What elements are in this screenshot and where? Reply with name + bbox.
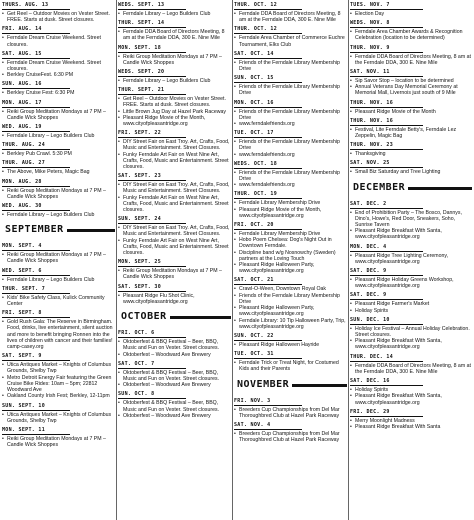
event-list — [2, 295, 115, 307]
event-list — [2, 169, 115, 175]
event-item: • Pleasant Ridge Breakfast With Santa — [350, 424, 472, 430]
event-entry — [2, 26, 115, 47]
event-entry — [2, 81, 115, 96]
event-item: • Oakland County Irish Fest; Berkley, 12-11pm — [2, 393, 115, 399]
month-label: DECEMBER — [350, 181, 408, 195]
event-list — [118, 370, 231, 389]
event-list — [234, 84, 347, 96]
event-item: • Pleasant Ridge Breakfast With Santa, www.cityofpleasantridge.org — [350, 338, 472, 350]
event-date: THUR. SEPT. 14 — [118, 20, 231, 28]
event-item: • Holiday Spirits — [350, 308, 472, 314]
event-entry — [118, 391, 231, 419]
event-list — [350, 301, 472, 313]
event-date: WED. SEPT. 6 — [2, 268, 115, 276]
event-list — [118, 268, 231, 280]
event-item: • Pleasant Ridge Tree Lighting Ceremony, www.cityofpleasantridge.org — [350, 253, 472, 265]
event-entry — [118, 173, 231, 213]
event-item: • Ferndale DDA Board of Directors Meeting, 8 am at the Ferndale DDA, 300 E. Nine Mile — [350, 363, 472, 375]
event-list — [234, 60, 347, 72]
event-list — [2, 212, 115, 218]
event-list — [2, 11, 115, 23]
event-date: THUR. OCT. 12 — [234, 2, 347, 10]
event-item: • Ferndale Library – Lego Builders Club — [118, 78, 231, 84]
event-list — [118, 400, 231, 419]
event-item: • Annual Veterans Day Memorial Ceremony at Memorial Mall, Livernois just south of 9 Mile — [350, 84, 472, 96]
event-item: • Breeders Cup Championships from Del Mar Thoroughbred Club at Hazel Park Raceway — [234, 407, 347, 419]
event-entry — [234, 75, 347, 96]
event-date: SUN. OCT. 8 — [118, 391, 231, 399]
event-entry — [2, 243, 115, 264]
event-entry — [118, 130, 231, 170]
event-list — [350, 363, 472, 375]
event-item: • Utica Antiques Market – Knights of Columbus Grounds, Shelby Twp — [2, 362, 115, 374]
event-item: • Ferndale Library – Lego Builders Club — [2, 277, 115, 283]
event-item: • Festival, Lite Ferndale Betty's, Ferndale Lez Zeppelin, Magic Bag — [350, 127, 472, 139]
event-item: • Pleasant Ridge Breakfast With Santa, www.cityofpleasantridge.org — [350, 228, 472, 240]
event-list — [118, 182, 231, 213]
event-item: • Friends of the Ferndale Library Membership Drive — [234, 60, 347, 72]
event-list — [2, 252, 115, 264]
event-item: • Pleasant Ridge Halloween Hayride — [234, 342, 347, 348]
event-entry — [350, 201, 472, 241]
event-item: • DIY Street Fair on East Troy. Art, Crafts, Food, Music and Entertainment. Street Closures. — [118, 139, 231, 151]
event-item: • Friends of the Ferndale Library Membership Drive — [234, 170, 347, 182]
event-item: • Merry Moonlight Madness — [350, 418, 472, 424]
calendar-column-4 — [350, 2, 472, 516]
event-entry — [2, 51, 115, 79]
event-list — [2, 133, 115, 139]
event-list — [118, 78, 231, 84]
event-entry — [350, 100, 472, 115]
event-date: THUR. NOV. 16 — [350, 100, 472, 108]
event-entry — [234, 191, 347, 219]
event-item: • Ferndale Trick or Treat Night, for Costumed Kids and their Parents — [234, 360, 347, 372]
event-item: • Ferndale Library – Lego Builders Club — [2, 133, 115, 139]
event-item: • Oktoberfest – Woodward Ave Brewery — [118, 413, 231, 419]
calendar-column-1 — [2, 2, 115, 516]
event-item: • Election Day — [350, 11, 472, 17]
event-entry — [2, 310, 115, 350]
event-entry — [234, 422, 347, 443]
month-heading — [118, 310, 231, 324]
event-item: • Pleasant Ridge Holiday Greens Workshop, www.cityofpleasantridge.org — [350, 277, 472, 289]
event-list — [350, 127, 472, 139]
event-entry — [2, 124, 115, 139]
event-list — [350, 29, 472, 41]
event-entry — [350, 292, 472, 313]
event-item: • Ferndale Dream Cruise Weekend. Street closures. — [2, 35, 115, 47]
event-date: SAT. SEPT. 9 — [2, 353, 115, 361]
event-entry — [234, 161, 347, 189]
event-date: THUR. SEPT. 21 — [118, 87, 231, 95]
event-date: FRI. NOV. 3 — [234, 398, 347, 406]
event-item: • Oktoberfest & BBQ Festival – Beer, BBQ, Music and Fun on Vester. Street closures. — [118, 400, 231, 412]
event-date: SAT. SEPT. 23 — [118, 173, 231, 181]
event-list — [350, 210, 472, 241]
event-entry — [118, 330, 231, 358]
event-date: SUN. SEPT. 10 — [2, 403, 115, 411]
event-list — [350, 151, 472, 157]
event-date: SAT. NOV. 11 — [350, 69, 472, 77]
column-divider — [348, 0, 349, 520]
event-entry — [234, 130, 347, 158]
event-item: • Reiki Group Meditation Mondays at 7 PM – Candle Wick Shoppes — [118, 54, 231, 66]
event-entry — [2, 286, 115, 307]
event-list — [118, 139, 231, 170]
event-entry — [234, 51, 347, 72]
event-item: • Berkley Pub Crawl. 5:30 PM — [2, 151, 115, 157]
event-entry — [350, 409, 472, 430]
event-date: FRI. AUG. 14 — [2, 26, 115, 34]
calendar-column-3 — [234, 2, 347, 516]
event-date: FRI. OCT. 20 — [234, 222, 347, 230]
event-date: WEDS. OCT. 18 — [234, 161, 347, 169]
event-date: SUN. SEPT. 24 — [118, 216, 231, 224]
event-list — [350, 54, 472, 66]
event-list — [234, 360, 347, 372]
event-list — [234, 231, 347, 274]
event-date: MON. SEPT. 25 — [118, 259, 231, 267]
event-list — [118, 225, 231, 256]
column-divider — [116, 0, 117, 520]
event-item: • Funky Ferndale Art Fair on West Nine Art, Crafts, Food, Music and Entertainment. Street closures. — [118, 238, 231, 257]
event-item: • www.ferndalefriends.org — [234, 121, 347, 127]
event-list — [2, 412, 115, 424]
event-entry — [350, 354, 472, 375]
event-date: WEDS. NOV. 8 — [350, 20, 472, 28]
event-list — [350, 11, 472, 17]
event-item: • Ferndale Library Membership Drive — [234, 231, 347, 237]
event-date: SUN. OCT. 22 — [234, 333, 347, 341]
event-entry — [118, 216, 231, 256]
event-item: • Breeders Cup Championships from Del Mar Thoroughbred Club at Hazel Park Raceway — [234, 431, 347, 443]
event-entry — [118, 69, 231, 84]
event-list — [350, 253, 472, 265]
event-list — [234, 286, 347, 329]
event-date: SAT. DEC. 9 — [350, 268, 472, 276]
event-item: • End of Prohibition Party – The Bosco, Dannys, Dino's, Howe's, Red Door, Sneakers, Soho, Sunrise Tavern — [350, 210, 472, 229]
event-item: • Pleasant Ridge Movie of the Month, www.cityofpleasantridge.org — [234, 207, 347, 219]
event-list — [2, 319, 115, 350]
event-entry — [350, 20, 472, 41]
event-list — [2, 35, 115, 47]
event-entry — [118, 45, 231, 66]
event-date: MON. SEPT. 11 — [2, 427, 115, 435]
event-item: • Small Biz Saturday and Tree Lighting — [350, 169, 472, 175]
event-item: • Pleasant Ridge Halloween Party, www.cityofpleasantridge.org — [234, 305, 347, 317]
event-item: • www.ferndalefriends.org — [234, 182, 347, 188]
event-item: • Reiki Group Meditation Mondays at 7 PM – Candle Wick Shoppes — [2, 109, 115, 121]
event-entry — [118, 259, 231, 280]
event-item: • DIY Street Fair on East Troy. Art, Crafts, Food, Music and Entertainment. Street Closures. — [118, 225, 231, 237]
event-date: TUES. NOV. 7 — [350, 2, 472, 10]
event-list — [234, 35, 347, 47]
event-list — [2, 436, 115, 448]
event-entry — [234, 100, 347, 128]
event-entry — [234, 333, 347, 348]
event-date: WEDS. SEPT. 20 — [118, 69, 231, 77]
event-entry — [350, 244, 472, 265]
event-date: THURS. AUG. 13 — [2, 2, 115, 10]
event-item: • Ferndale Library – Lego Builders Club — [2, 212, 115, 218]
event-item: • Ferndale Library: 10 Tip Halloween Party, Trip, www.cityofpleasantridge.org — [234, 318, 347, 330]
event-item: • Sip Savor Stop – location to be determined — [350, 78, 472, 84]
event-entry — [2, 203, 115, 218]
event-entry — [234, 277, 347, 329]
month-label: OCTOBER — [118, 310, 170, 324]
event-entry — [118, 87, 231, 127]
event-entry — [2, 179, 115, 200]
event-date: THUR. OCT. 12 — [234, 26, 347, 34]
event-entry — [350, 378, 472, 406]
event-date: MON. SEPT. 4 — [2, 243, 115, 251]
event-date: THUR. OCT. 19 — [234, 191, 347, 199]
event-date: FRI. OCT. 6 — [118, 330, 231, 338]
event-date: SUN. DEC. 10 — [350, 317, 472, 325]
event-item: • Discipline band w/g Nosnowchy (Sweden) partners at the Loving Touch — [234, 250, 347, 262]
event-entry — [2, 427, 115, 448]
event-date: WED. AUG. 30 — [2, 203, 115, 211]
event-date: MON. OCT. 16 — [234, 100, 347, 108]
month-heading — [2, 223, 115, 237]
event-item: • Get Reel – Outdoor Movies on Vester Street. FREE. Starts at dusk. Street closures. — [118, 96, 231, 108]
event-item: • Funky Ferndale Art Fair on West Nine Art, Crafts, Food, Music and Entertainment. Street closures. — [118, 195, 231, 214]
event-item: • Ferndale DDA Board of Directors Meeting, 8 am at the Ferndale DDA, 300 E. Nine Mile — [118, 29, 231, 41]
event-item: • Pleasant Ridge Halloween Party, www.cityofpleasantridge.org — [234, 262, 347, 274]
month-label: NOVEMBER — [234, 378, 292, 392]
event-item: • Kids' Bike Safety Class, Kulick Community Center — [2, 295, 115, 307]
event-date: FRI. SEPT. 8 — [2, 310, 115, 318]
event-item: • Friends of the Ferndale Library Membership Drive — [234, 84, 347, 96]
event-item: • Pleasant Ridge Farmer's Market — [350, 301, 472, 307]
event-date: THUR. NOV. 16 — [350, 118, 472, 126]
event-date: FRI. DEC. 29 — [350, 409, 472, 417]
event-item: • Reiki Group Meditation Mondays at 7 PM – Candle Wick Shoppes — [2, 436, 115, 448]
event-date: WED. AUG. 19 — [2, 124, 115, 132]
event-item: • Pleasant Ridge Flu Shot Clinic, www.cityofpleasantridge.org — [118, 293, 231, 305]
event-item: • Ferndale Dream Cruise Weekend. Street closures. — [2, 60, 115, 72]
event-item: • Thanksgiving — [350, 151, 472, 157]
event-date: THUR. SEPT. 7 — [2, 286, 115, 294]
event-entry — [2, 142, 115, 157]
event-item: • Oktoberfest – Woodward Ave Brewery — [118, 382, 231, 388]
event-date: SAT. OCT. 21 — [234, 277, 347, 285]
event-date: SUN. AUG. 16 — [2, 81, 115, 89]
event-list — [118, 293, 231, 305]
event-list — [234, 170, 347, 189]
event-entry — [234, 2, 347, 23]
event-item: • Pleasant Ridge Movie of the Month, www.cityofpleasantridge.org — [118, 115, 231, 127]
event-item: • Ferndale Area Chamber Awards & Recognition Celebration (location to be determined) — [350, 29, 472, 41]
event-item: • Pleasant Ridge Breakfast With Santa, www.cityofpleasantridge.org — [350, 393, 472, 405]
event-list — [350, 78, 472, 97]
event-entry — [350, 2, 472, 17]
event-list — [350, 418, 472, 430]
event-item: • Ferndale DDA Board of Directors Meeting, 8 am at the Ferndale DDA, 300 E. Nine Mile — [234, 11, 347, 23]
event-date: THUR. NOV. 23 — [350, 142, 472, 150]
event-entry — [2, 353, 115, 399]
event-item: • Oktoberfest & BBQ Festival – Beer, BBQ, Music and Fun on Vester. Street closures. — [118, 339, 231, 351]
event-list — [118, 29, 231, 41]
event-entry — [2, 160, 115, 175]
column-divider — [232, 0, 233, 520]
event-date: TUE. OCT. 31 — [234, 351, 347, 359]
event-entry — [350, 69, 472, 97]
event-entry — [350, 142, 472, 157]
event-list — [2, 362, 115, 399]
event-list — [2, 188, 115, 200]
event-date: THUR. DEC. 14 — [350, 354, 472, 362]
event-date: SAT. DEC. 9 — [350, 292, 472, 300]
event-list — [118, 339, 231, 358]
event-entry — [2, 268, 115, 283]
event-date: FRI. SEPT. 22 — [118, 130, 231, 138]
event-entry — [118, 284, 231, 305]
event-date: SAT. OCT. 7 — [118, 361, 231, 369]
event-entry — [118, 2, 231, 17]
event-list — [350, 387, 472, 406]
event-list — [2, 90, 115, 96]
event-date: SAT. DEC. 16 — [350, 378, 472, 386]
event-list — [350, 169, 472, 175]
event-item: • Oktoberfest & BBQ Festival – Beer, BBQ, Music and Fun on Vester. Street closures. — [118, 370, 231, 382]
event-item: • Friends of the Ferndale Library Membership Drive — [234, 139, 347, 151]
event-list — [234, 431, 347, 443]
event-date: WEDS. SEPT. 13 — [118, 2, 231, 10]
event-item: • Holiday Ice Festival – Annual Holiday Celebration. Street closures. — [350, 326, 472, 338]
event-item: • Berkley CruiseFest. 6:30 PM — [2, 72, 115, 78]
event-date: TUE. OCT. 17 — [234, 130, 347, 138]
event-entry — [234, 222, 347, 274]
event-item: • Ferndale Library – Lego Builders Club — [118, 11, 231, 17]
event-list — [2, 60, 115, 79]
event-entry — [350, 45, 472, 66]
event-entry — [2, 2, 115, 23]
event-item: • Ferndale Library Membership Drive — [234, 200, 347, 206]
event-list — [234, 200, 347, 219]
event-entry — [2, 100, 115, 121]
event-item: • Get Reel – Outdoor Movies on Vester Street. FREE. Starts at dusk. Street closures. — [2, 11, 115, 23]
event-date: THUR. AUG. 24 — [2, 142, 115, 150]
event-entry — [234, 26, 347, 47]
event-date: SAT. NOV. 4 — [234, 422, 347, 430]
event-date: SAT. DEC. 2 — [350, 201, 472, 209]
event-item: • Holiday Spirits — [350, 387, 472, 393]
event-date: THUR. AUG. 27 — [2, 160, 115, 168]
event-item: • Reiki Group Meditation Mondays at 7 PM – Candle Wick Shoppes — [2, 188, 115, 200]
month-label: SEPTEMBER — [2, 223, 67, 237]
event-list — [118, 54, 231, 66]
event-item: • The Above, Mike Peters, Magic Bag — [2, 169, 115, 175]
event-entry — [118, 361, 231, 389]
event-list — [118, 96, 231, 127]
event-item: • Friends of the Ferndale Library Membership Drive — [234, 109, 347, 121]
event-list — [234, 139, 347, 158]
event-item: • Little Brown Jug Day at Hazel Park Raceway — [118, 109, 231, 115]
event-date: SAT. SEPT. 30 — [118, 284, 231, 292]
event-list — [234, 342, 347, 348]
event-list — [2, 277, 115, 283]
event-entry — [118, 20, 231, 41]
event-list — [234, 11, 347, 23]
calendar-column-2 — [118, 2, 231, 516]
event-entry — [234, 398, 347, 419]
event-date: THUR. NOV. 9 — [350, 45, 472, 53]
event-date: SUN. OCT. 15 — [234, 75, 347, 83]
event-entry — [350, 268, 472, 289]
event-list — [234, 407, 347, 419]
event-date: SAT. AUG. 15 — [2, 51, 115, 59]
event-item: • Oktoberfest – Woodward Ave Brewery — [118, 352, 231, 358]
event-item: • Reiki Group Meditation Mondays at 7 PM – Candle Wick Shoppes — [2, 252, 115, 264]
event-date: MON. DEC. 4 — [350, 244, 472, 252]
event-item: • Gold Rush Gala: The Reserve in Birmingham. Food, drinks, live entertainment, silent auction and more to benefit bringing Ronnen into the lives of children with cancer and their families! camp-casey.org — [2, 319, 115, 350]
event-item: • DIY Street Fair on East Troy. Art, Crafts, Food, Music and Entertainment. Street Closures. — [118, 182, 231, 194]
event-item: • Ferndale DDA Board of Directors Meeting, 8 am at the Ferndale DDA, 300 E. Nine Mile — [350, 54, 472, 66]
event-item: • www.ferndalefriends.org — [234, 152, 347, 158]
event-entry — [350, 317, 472, 351]
event-date: MON. AUG. 17 — [2, 100, 115, 108]
event-item: • Crawl-O-Ween, Downtown Royal Oak — [234, 286, 347, 292]
event-entry — [350, 160, 472, 175]
event-entry — [234, 351, 347, 372]
event-item: • Pleasant Ridge Movie of the Month — [350, 109, 472, 115]
event-date: MON. SEPT. 18 — [118, 45, 231, 53]
event-item: • Reiki Group Meditation Mondays at 7 PM – Candle Wick Shoppes — [118, 268, 231, 280]
event-item: • Funky Ferndale Art Fair on West Nine Art, Crafts, Food, Music and Entertainment. Street closures. — [118, 152, 231, 171]
event-item: • Utica Antiques Market – Knights of Columbus Grounds, Shelby Twp — [2, 412, 115, 424]
event-item: • Berkley Cruise Fest: 6:30 PM — [2, 90, 115, 96]
event-list — [2, 151, 115, 157]
event-date: MON. AUG. 28 — [2, 179, 115, 187]
event-item: • Hobo Poem Chelsea: Dog's Night Out in Downtown Ferndale. — [234, 237, 347, 249]
event-entry — [2, 403, 115, 424]
event-list — [350, 277, 472, 289]
event-list — [118, 11, 231, 17]
event-item: • Friends of the Ferndale Library Membership Drive — [234, 293, 347, 305]
event-list — [2, 109, 115, 121]
event-date: SAT. OCT. 14 — [234, 51, 347, 59]
event-list — [350, 326, 472, 351]
event-list — [350, 109, 472, 115]
event-item: • Ferndale Area Chamber of Commerce Euchre Tournament, Elks Club — [234, 35, 347, 47]
month-heading — [350, 181, 472, 195]
event-list — [234, 109, 347, 128]
event-date: SAT. NOV. 25 — [350, 160, 472, 168]
month-heading — [234, 378, 347, 392]
event-entry — [350, 118, 472, 139]
event-item: • Metro Detroit Energy Fair featuring the Green Cruise Bike Rides: 10am – 5pm; 22812 Woodward Ave — [2, 375, 115, 394]
